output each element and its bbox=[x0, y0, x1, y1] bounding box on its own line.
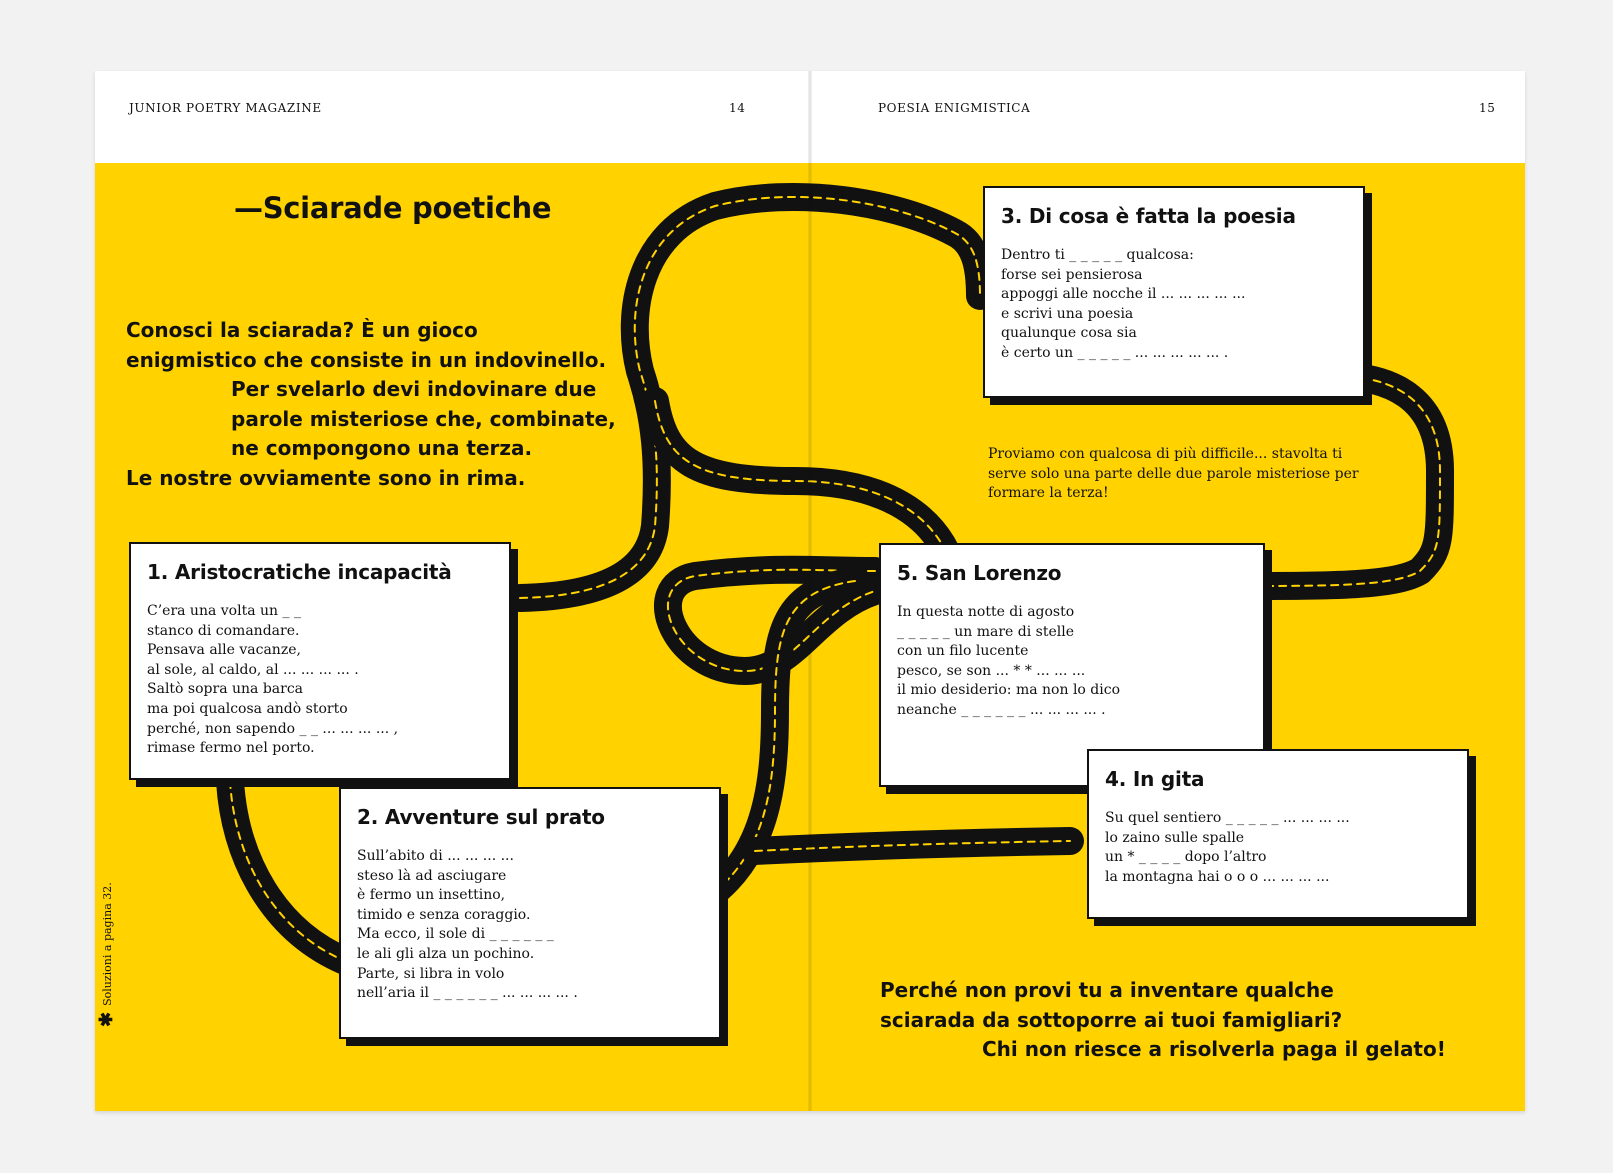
riddle-line: è certo un _ _ _ _ _ ... ... ... ... ... . bbox=[1001, 344, 1229, 361]
page-title: —Sciarade poetiche bbox=[234, 191, 552, 225]
riddle-line: In questa notte di agosto bbox=[897, 604, 1075, 620]
riddle-line: Saltò sopra una barca bbox=[147, 681, 304, 698]
riddle-line: e scrivi una poesia bbox=[1001, 305, 1134, 322]
closing-line: Perché non provi tu a inventare qualche bbox=[880, 978, 1334, 1002]
page-number-left: 14 bbox=[729, 101, 746, 115]
intro-paragraph bbox=[126, 316, 616, 493]
riddle-line: rimase fermo nel porto. bbox=[147, 740, 315, 757]
riddle-title: 3. Di cosa è fatta la poesia bbox=[1001, 204, 1296, 228]
closing-paragraph bbox=[880, 976, 1446, 1065]
riddle-line: stanco di comandare. bbox=[147, 622, 300, 639]
riddle-card-4 bbox=[1087, 749, 1469, 919]
riddle-line: nell’aria il _ _ _ _ _ _ ... ... ... ... . bbox=[357, 985, 578, 1002]
riddle-line: un * _ _ _ _ dopo l’altro bbox=[1105, 849, 1267, 866]
riddle-line: le ali gli alza un pochino. bbox=[357, 945, 535, 962]
riddle-line: ma poi qualcosa andò storto bbox=[147, 700, 348, 717]
intro-line: Conosci la sciarada? È un gioco bbox=[126, 318, 478, 342]
riddle-line: è fermo un insettino, bbox=[357, 887, 506, 904]
riddle-line: Su quel sentiero _ _ _ _ _ ... ... ... ... bbox=[1105, 810, 1350, 826]
riddle-line: neanche _ _ _ _ _ _ ... ... ... ... . bbox=[897, 701, 1106, 718]
riddle-card-2 bbox=[339, 787, 721, 1039]
riddle-line: perché, non sapendo _ _ ... ... ... ... , bbox=[147, 720, 399, 737]
intro-line: Le nostre ovviamente sono in rima. bbox=[126, 465, 526, 490]
riddle-line: appoggi alle nocche il ... ... ... ... ... bbox=[1001, 286, 1246, 303]
riddle-card-1 bbox=[129, 542, 511, 780]
running-title-left: JUNIOR POETRY MAGAZINE bbox=[129, 101, 322, 115]
closing-line: sciarada da sottoporre ai tuoi famigliari? bbox=[880, 1007, 1343, 1032]
riddle-line: pesco, se son ... * * ... ... ... bbox=[897, 662, 1086, 679]
closing-line: Chi non riesce a risolverla paga il gelato! bbox=[982, 1037, 1446, 1061]
intro-line: parole misteriose che, combinate, bbox=[231, 406, 616, 431]
riddle-line: Ma ecco, il sole di _ _ _ _ _ _ bbox=[357, 926, 554, 943]
intro-line: enigmistico che consiste in un indovinello. bbox=[126, 347, 607, 372]
magazine-spread bbox=[95, 71, 1525, 1111]
riddle-line: Parte, si libra in volo bbox=[357, 965, 505, 982]
riddle-line: Dentro ti _ _ _ _ _ qualcosa: bbox=[1001, 247, 1194, 263]
riddle-line: la montagna hai o o o ... ... ... ... bbox=[1105, 868, 1330, 885]
riddle-line: forse sei pensierosa bbox=[1001, 266, 1143, 283]
riddle-title: 1. Aristocratiche incapacità bbox=[147, 560, 452, 584]
solutions-note bbox=[96, 877, 117, 1027]
riddle-line: steso là ad asciugare bbox=[357, 867, 507, 884]
riddle-line: _ _ _ _ _ un mare di stelle bbox=[897, 623, 1075, 640]
intro-line: Per svelarlo devi indovinare due bbox=[231, 377, 597, 401]
riddle-line: timido e senza coraggio. bbox=[357, 906, 531, 923]
riddle-card-3 bbox=[983, 186, 1365, 398]
riddle-title: 4. In gita bbox=[1105, 767, 1205, 791]
solutions-text: Soluzioni a pagina 32. bbox=[100, 882, 114, 1006]
riddle-line: C’era una volta un _ _ bbox=[147, 603, 301, 619]
page-number-right: 15 bbox=[1479, 101, 1496, 115]
challenge-note: Proviamo con qualcosa di più difficile... stavolta ti serve solo una parte delle due parole misteriose per formare la terza! bbox=[988, 446, 1359, 501]
road-left-bottom bbox=[230, 781, 345, 961]
riddle-title: 2. Avventure sul prato bbox=[357, 805, 605, 829]
road-bottom-connector bbox=[755, 841, 1070, 851]
riddle-line: con un filo lucente bbox=[897, 643, 1029, 660]
riddle-line: qualunque cosa sia bbox=[1001, 325, 1137, 342]
riddle-title: 5. San Lorenzo bbox=[897, 561, 1062, 585]
riddle-line: Sull’abito di ... ... ... ... bbox=[357, 848, 514, 864]
riddle-line: il mio desiderio: ma non lo dico bbox=[897, 682, 1121, 699]
riddle-line: lo zaino sulle spalle bbox=[1105, 829, 1245, 846]
intro-line: ne compongono una terza. bbox=[231, 436, 533, 460]
asterisk-icon: ✱ bbox=[96, 1011, 117, 1027]
riddle-line: al sole, al caldo, al ... ... ... ... . bbox=[147, 661, 359, 678]
riddle-line: Pensava alle vacanze, bbox=[147, 642, 301, 659]
running-title-right: POESIA ENIGMISTICA bbox=[878, 101, 1031, 115]
